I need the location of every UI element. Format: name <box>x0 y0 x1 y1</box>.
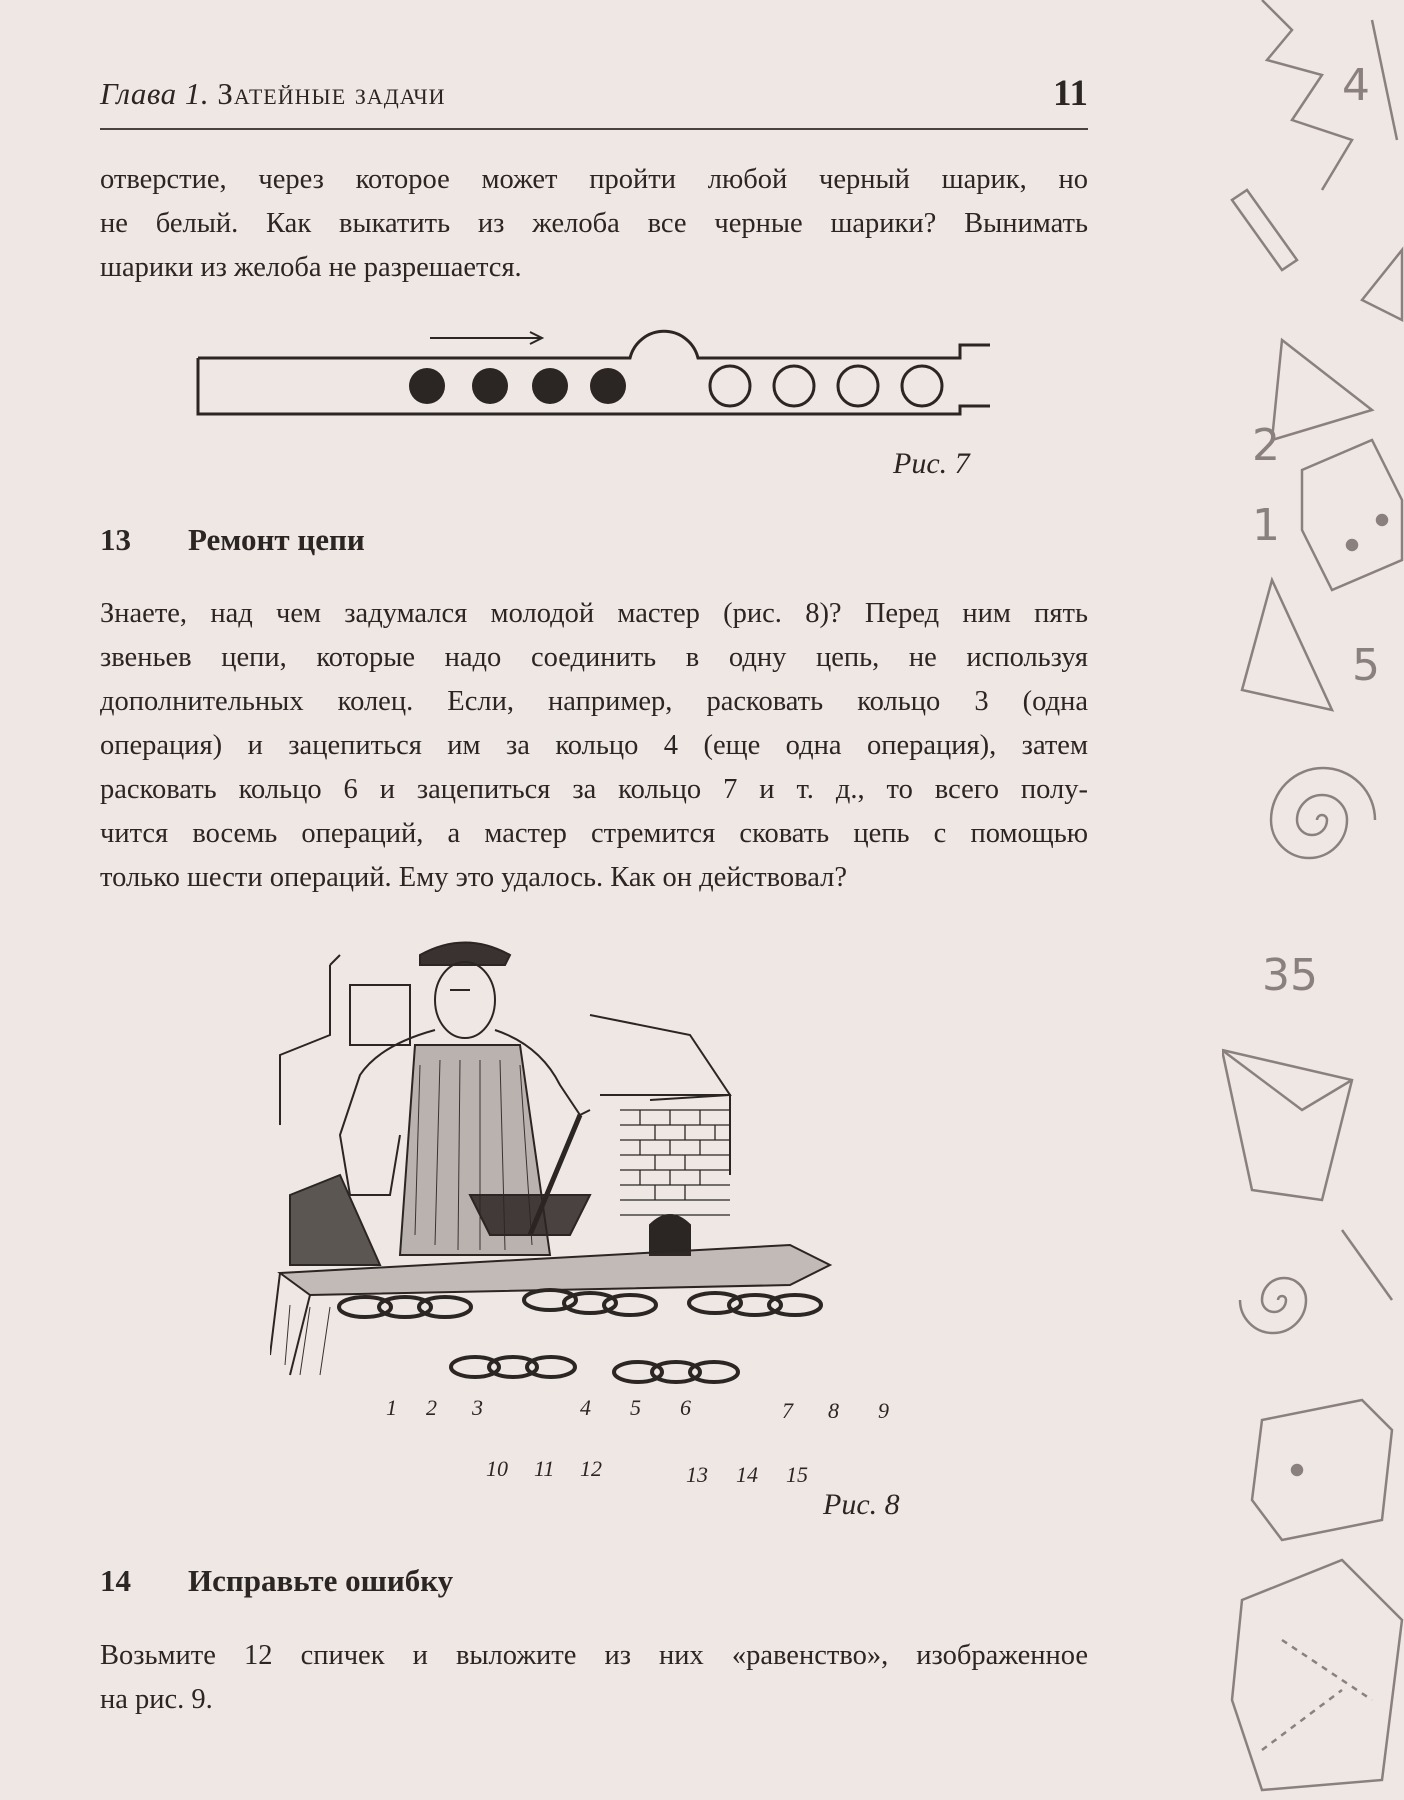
ring-label: 4 <box>580 1395 591 1420</box>
chapter-title <box>100 76 446 112</box>
chain-piece-1 <box>339 1297 471 1317</box>
text-line: чится восемь операций, а мастер стремится сковать цепь с помощью <box>100 818 1088 849</box>
black-ball <box>409 368 445 404</box>
text-line: Знаете, над чем задумался молодой мастер (рис. 8)? Перед ним пять <box>100 598 1088 629</box>
ring-label: 6 <box>680 1395 691 1420</box>
triangle-icon <box>1272 340 1372 440</box>
text-line: шарики из желоба не разрешается. <box>100 252 522 283</box>
chapter-prefix: Глава 1. <box>100 76 210 111</box>
chain-piece-3 <box>689 1293 821 1315</box>
ring-label: 5 <box>630 1395 641 1420</box>
chain-pieces <box>339 1290 821 1382</box>
margin-digit: 2 <box>1252 420 1280 471</box>
black-ball <box>590 368 626 404</box>
triangle-icon <box>1362 250 1402 320</box>
spiral-icon <box>1271 768 1375 858</box>
text-line: операция) и зацепиться им за кольцо 4 (еще одна операция), затем <box>100 730 1088 761</box>
ring-label: 11 <box>534 1456 555 1481</box>
text-line: только шести операций. Ему это удалось. Как он действовал? <box>100 862 847 893</box>
ring-label: 15 <box>786 1462 808 1487</box>
trough-top-edge <box>198 331 990 358</box>
text-line: Возьмите 12 спичек и выложите из них «равенство», изображенное <box>100 1640 1088 1671</box>
chain-piece-2 <box>524 1290 656 1315</box>
match-icon <box>1342 1230 1392 1300</box>
envelope-icon <box>1222 1050 1352 1200</box>
text-line: отверстие, через которое может пройти любой черный шарик, но <box>100 164 1088 195</box>
problem-number: 13 <box>100 522 131 557</box>
problem-title: Ремонт цепи <box>188 522 365 557</box>
figure-8-caption: Рис. 8 <box>823 1488 900 1521</box>
black-ball <box>532 368 568 404</box>
problem-14-text <box>100 1634 1088 1722</box>
pencil-icon <box>1372 20 1397 140</box>
ring-label: 8 <box>828 1398 839 1423</box>
dice-icon <box>1252 1400 1392 1540</box>
text-line: звеньев цепи, которые надо соединить в одну цепь, не используя <box>100 642 1088 673</box>
ring-label: 10 <box>486 1456 508 1481</box>
white-balls <box>710 366 942 406</box>
chain-piece-4 <box>451 1357 575 1377</box>
text-line: дополнительных колец. Если, например, расковать кольцо 3 (одна <box>100 686 1088 717</box>
chapter-name: Затейные задачи <box>217 76 446 111</box>
ring-label: 3 <box>472 1395 483 1420</box>
margin-digit: 5 <box>1352 640 1380 691</box>
spiral-icon <box>1240 1278 1306 1333</box>
problem-number: 14 <box>100 1563 131 1598</box>
problem-13-heading <box>100 522 365 558</box>
problem-14-heading <box>100 1563 453 1599</box>
figure-7-caption: Рис. 7 <box>893 447 970 480</box>
text-line: расковать кольцо 6 и зацепиться за кольцо 7 и т. д., то всего полу- <box>100 774 1088 805</box>
pencil-icon <box>1232 190 1297 270</box>
ring-label: 14 <box>736 1462 758 1487</box>
white-ball <box>838 366 878 406</box>
black-balls <box>409 368 626 404</box>
triangle-icon <box>1242 580 1332 710</box>
dice-icon <box>1302 440 1402 590</box>
zigzag-doodle <box>1262 0 1352 190</box>
problem-13-text <box>100 592 1088 900</box>
black-ball <box>472 368 508 404</box>
problem-title: Исправьте ошибку <box>188 1563 454 1598</box>
chain-piece-5 <box>614 1362 738 1382</box>
ring-label: 1 <box>386 1395 397 1420</box>
ring-label: 13 <box>686 1462 708 1487</box>
page-number: 11 <box>1053 73 1088 114</box>
ring-label: 7 <box>782 1398 793 1423</box>
white-ball <box>710 366 750 406</box>
running-header <box>100 70 1088 130</box>
margin-digit: 4 <box>1342 60 1370 111</box>
ring-label: 9 <box>878 1398 889 1423</box>
figure-7-trough <box>190 318 1010 428</box>
ring-label: 12 <box>580 1456 602 1481</box>
white-ball <box>774 366 814 406</box>
margin-decoration <box>1222 0 1404 1800</box>
ring-label: 2 <box>426 1395 437 1420</box>
text-line: на рис. 9. <box>100 1684 213 1715</box>
intro-paragraph <box>100 158 1088 290</box>
cube-icon <box>1232 1560 1402 1790</box>
text-line: не белый. Как выкатить из желоба все черные шарики? Вынимать <box>100 208 1088 239</box>
margin-digit: 1 <box>1252 500 1280 551</box>
white-ball <box>902 366 942 406</box>
margin-digit: 35 <box>1262 950 1318 1001</box>
